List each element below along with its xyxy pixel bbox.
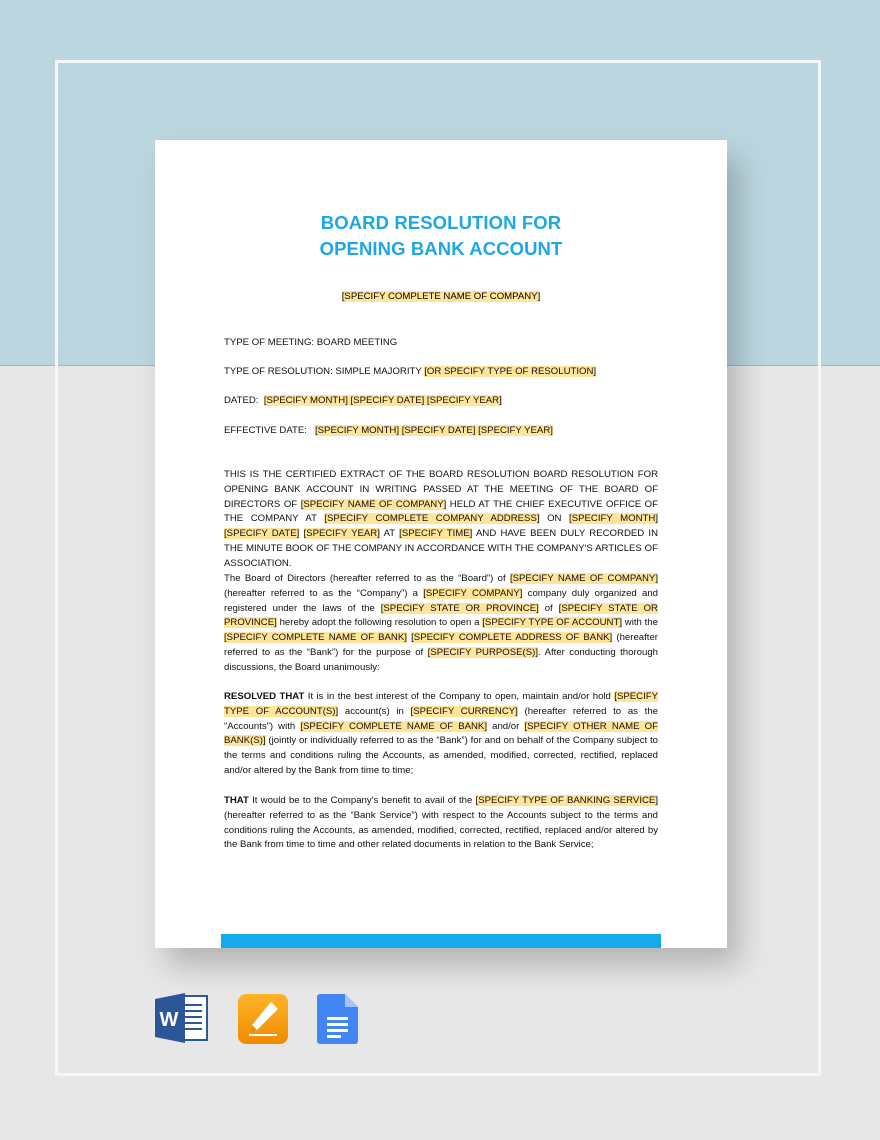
resolution-placeholder: [OR SPECIFY TYPE OF RESOLUTION] [424, 366, 597, 377]
footer-accent-bar [221, 934, 661, 948]
certified-extract-paragraph: THIS IS THE CERTIFIED EXTRACT OF THE BOARD RESOLUTION BOARD RESOLUTION FOR OPENING BANK ACCOUNT IN WRITING PASSED AT THE MEETING OF THE BOARD OF DIRECTORS OF [SPECIFY NAME OF COMPANY] HELD AT THE CHIEF EXECUTIVE OFFICE OF THE COMPANY AT [SPECIFY COMPLETE COMPANY ADDRESS] ON [SPECIFY MONTH] [SPECIFY DATE] [SPECIFY YEAR] AT [SPECIFY TIME] AND HAVE BEEN DULY RECORDED IN THE MINUTE BOOK OF THE COMPANY IN ACCORDANCE WITH THE COMPANY'S ARTICLES OF ASSOCIATION. [224, 469, 659, 569]
title-line-2: OPENING BANK ACCOUNT [319, 238, 563, 259]
that-paragraph: THAT It would be to the Company's benefit to avail of the [SPECIFY TYPE OF BANKING SERVICE] (hereafter referred to as the “Bank Service”) with respect to the Accounts subject to the terms and conditions ruling the Accounts, as amended, modified, corrected, rectified, replaced and/or altered by the Bank from time to time and other related documents in relation to the Bank Service; [224, 795, 658, 851]
board-of-directors-paragraph: The Board of Directors (hereafter referred to as the “Board”) of [SPECIFY NAME OF COMPANY] (hereafter referred to as the “Company”) a [SPECIFY COMPANY] company duly organized and registered under the laws of the [SPECIFY STATE OR PROVINCE] of [SPECIFY STATE OR PROVINCE] hereby adopt the following resolution to open a [SPECIFY TYPE OF ACCOUNT] with the [SPECIFY COMPLETE NAME OF BANK] [SPECIFY COMPLETE ADDRESS OF BANK] (hereafter referred to as the “Bank”) for the purpose of [SPECIFY PURPOSE(S)]. After conducting thorough discussions, the Board unanimously: [224, 573, 659, 673]
google-docs-icon[interactable] [317, 993, 359, 1050]
effective-date-placeholder: [SPECIFY MONTH] [SPECIFY DATE] [SPECIFY YEAR] [314, 425, 553, 436]
company-name-placeholder: [SPECIFY COMPLETE NAME OF COMPANY] [341, 291, 541, 302]
resolution-type: TYPE OF RESOLUTION: SIMPLE MAJORITY [OR SPECIFY TYPE OF RESOLUTION] [224, 366, 597, 377]
dated-placeholder: [SPECIFY MONTH] [SPECIFY DATE] [SPECIFY YEAR] [263, 395, 502, 406]
title-line-1: BOARD RESOLUTION FOR [320, 212, 562, 233]
document-page [155, 140, 727, 948]
effective-date-field: EFFECTIVE DATE: [SPECIFY MONTH] [SPECIFY DATE] [SPECIFY YEAR] [224, 425, 553, 436]
pages-icon[interactable] [237, 993, 289, 1050]
resolved-that-paragraph: RESOLVED THAT It is in the best interest of the Company to open, maintain and/or hold [SPECIFY TYPE OF ACCOUNT(S)] account(s) in [SPECIFY CURRENCY] (hereafter referred to as the “Accounts”) with [SPECIFY COMPLETE NAME OF BANK] and/or [SPECIFY OTHER NAME OF BANK(S)] (jointly or individually referred to as the “Bank”) for and on behalf of the Company subject to the terms and conditions ruling the Accounts, as amended, modified, corrected, rectified, replaced and/or altered by the Bank from time to time; [224, 691, 659, 776]
svg-text:W: W [159, 1009, 179, 1031]
document-title [155, 210, 727, 262]
dated-field: DATED: [SPECIFY MONTH] [SPECIFY DATE] [SPECIFY YEAR] [224, 395, 502, 406]
meeting-type: TYPE OF MEETING: BOARD MEETING [224, 337, 398, 348]
format-icons [155, 993, 375, 1045]
word-icon[interactable] [155, 993, 209, 1048]
